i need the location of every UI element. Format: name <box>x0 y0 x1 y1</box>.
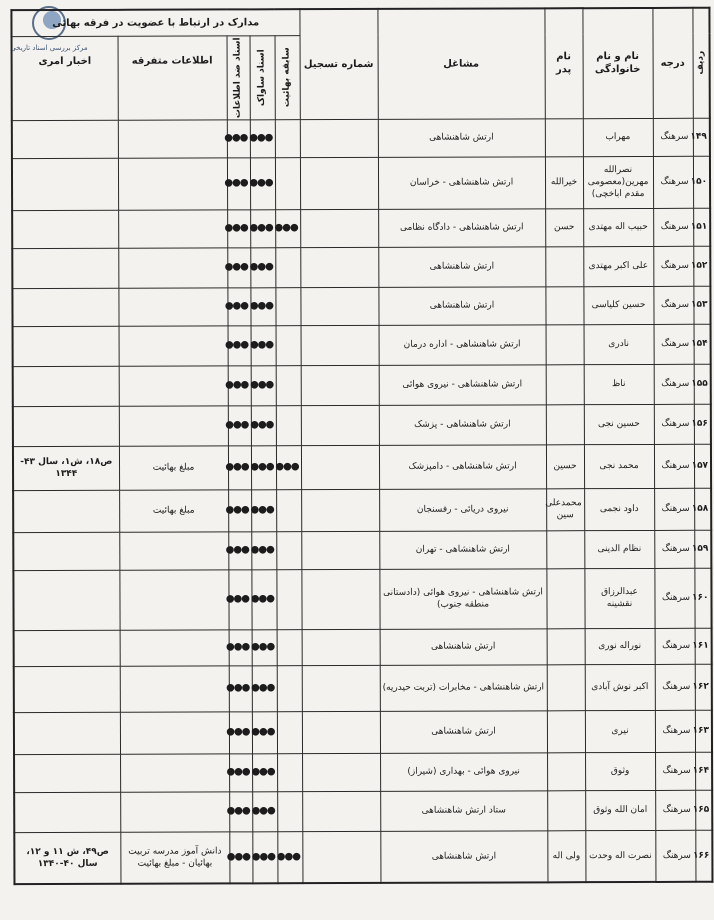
doc-bahai-mark <box>276 325 301 365</box>
reg-no <box>300 209 378 247</box>
job: ارتش شاهنشاهی <box>380 628 547 665</box>
table-row <box>14 628 712 666</box>
doc-intel-mark: ●●● <box>229 791 252 831</box>
father-name <box>546 364 584 404</box>
rank: سرهنگ <box>654 568 694 628</box>
news-info <box>12 288 118 326</box>
news-info <box>14 754 120 792</box>
news-info <box>14 792 120 832</box>
table-body <box>12 118 713 884</box>
father-name: ولی اله <box>547 830 585 882</box>
row-no: ۱۶۴ <box>695 752 712 790</box>
doc-savak-mark: ●●● <box>251 531 276 569</box>
news-info <box>13 406 119 446</box>
reg-no <box>300 157 378 209</box>
rank: سرهنگ <box>654 324 694 364</box>
reg-no <box>302 665 380 711</box>
doc-savak-mark: ●●● <box>251 489 276 531</box>
reg-no <box>302 711 380 753</box>
header-father: نام پدر <box>544 8 582 118</box>
person-name: حسین نجی <box>584 404 654 444</box>
rank: سرهنگ <box>655 710 695 752</box>
rank: سرهنگ <box>653 286 693 324</box>
news-info <box>13 490 119 532</box>
person-name: نصرت اله وحدت <box>585 830 655 882</box>
doc-savak-mark: ●●● <box>251 325 276 365</box>
table-row <box>13 364 711 406</box>
misc-info <box>120 665 229 711</box>
row-no: ۱۵۰ <box>693 156 710 208</box>
person-name: نظام الدینی <box>584 530 654 568</box>
doc-bahai-mark <box>275 157 300 209</box>
doc-bahai-mark: ●●● <box>276 445 301 489</box>
job: ارتش شاهنشاهی - نیروی هوائی <box>379 364 546 405</box>
header-jobs: مشاغل <box>377 8 544 119</box>
news-info <box>12 248 118 288</box>
job: ارتش شاهنشاهی - دادگاه نظامی <box>378 208 545 247</box>
job: نیروی دریائی - رفسنجان <box>379 488 546 531</box>
doc-intel-mark: ●●● <box>227 247 250 287</box>
doc-savak-mark: ●●● <box>250 119 275 157</box>
person-name: نوراله نوری <box>585 628 655 664</box>
doc-intel-mark: ●●● <box>227 209 250 247</box>
reg-no <box>302 753 380 791</box>
rank: سرهنگ <box>655 664 695 710</box>
row-no: ۱۶۲ <box>695 664 712 710</box>
table-row <box>14 790 712 832</box>
news-info <box>14 666 120 712</box>
misc-info <box>118 287 227 325</box>
news-info <box>14 630 120 666</box>
doc-bahai-mark <box>277 665 302 711</box>
doc-bahai-mark <box>277 791 302 831</box>
rank: سرهنگ <box>653 246 693 286</box>
rank: سرهنگ <box>655 752 695 790</box>
doc-intel-mark: ●●● <box>228 325 251 365</box>
father-name: خیرالله <box>545 156 583 208</box>
reg-no <box>301 405 379 445</box>
person-name: مهراب <box>583 118 653 156</box>
doc-intel-mark: ●●● <box>228 569 251 629</box>
rank: سرهنگ <box>654 444 694 488</box>
row-no: ۱۶۳ <box>695 710 712 752</box>
reg-no <box>302 791 380 831</box>
rank: سرهنگ <box>653 208 693 246</box>
reg-no <box>302 629 380 665</box>
table-row <box>12 246 710 288</box>
father-name <box>547 664 585 710</box>
doc-bahai-mark: ●●● <box>275 209 300 247</box>
misc-info <box>119 531 228 569</box>
doc-savak-mark: ●●● <box>251 405 276 445</box>
news-info <box>13 366 119 406</box>
doc-savak-mark: ●●● <box>250 287 275 325</box>
job: نیروی هوائی - بهداری (شیراز) <box>380 752 547 791</box>
table-row <box>13 488 711 532</box>
reg-no <box>301 325 379 365</box>
doc-intel-mark: ●●● <box>229 711 252 753</box>
misc-info <box>120 711 229 753</box>
misc-info <box>118 119 227 157</box>
news-info: ص۱۸، ش۱، سال ۴۳- ۱۳۴۴ <box>13 446 119 490</box>
row-no: ۱۶۶ <box>695 830 712 882</box>
person-name: نصرالله مهرین(معصومی مقدم اباخچی) <box>583 156 653 208</box>
misc-info <box>119 365 228 405</box>
person-name: نادری <box>584 324 654 364</box>
header-rank: درجه <box>652 8 692 118</box>
reg-no <box>301 445 379 489</box>
job: ارتش شاهنشاهی - تهران <box>379 530 546 569</box>
reg-no <box>300 287 378 325</box>
doc-intel-mark: ●●● <box>228 365 251 405</box>
job: ارتش شاهنشاهی <box>380 830 547 883</box>
table-row <box>12 156 710 210</box>
job: ارتش شاهنشاهی - مخابرات (تربت حیدریه) <box>380 664 547 711</box>
doc-intel-mark: ●●● <box>228 489 251 531</box>
doc-bahai-mark <box>275 247 300 287</box>
rank: سرهنگ <box>654 530 694 568</box>
header-misc: اطلاعات متفرقه <box>118 35 227 119</box>
rank: سرهنگ <box>654 364 694 404</box>
rank: سرهنگ <box>653 156 693 208</box>
row-no: ۱۵۲ <box>693 246 710 286</box>
reg-no <box>301 531 379 569</box>
doc-intel-mark: ●●● <box>229 753 252 791</box>
doc-savak-mark: ●●● <box>251 445 276 489</box>
table-row <box>13 530 711 570</box>
doc-bahai-mark <box>277 711 302 753</box>
row-no: ۱۵۵ <box>694 364 711 404</box>
job: ارتش شاهنشاهی <box>378 246 545 287</box>
doc-savak-mark: ●●● <box>252 711 277 753</box>
row-no: ۱۶۱ <box>695 628 712 664</box>
doc-bahai-mark <box>277 753 302 791</box>
doc-intel-mark: ●●● <box>228 531 251 569</box>
doc-savak-mark: ●●● <box>252 791 277 831</box>
job: ارتش شاهنشاهی <box>380 710 547 753</box>
job: ستاد ارتش شاهنشاهی <box>380 790 547 831</box>
job: ارتش شاهنشاهی - دامپزشک <box>379 444 546 489</box>
doc-bahai-mark <box>275 119 300 157</box>
doc-intel-mark: ●●● <box>228 445 251 489</box>
person-name: حبیب اله مهتدی <box>583 208 653 246</box>
doc-savak-mark: ●●● <box>250 157 275 209</box>
reg-no <box>301 365 379 405</box>
header-name: نام و نام خانوادگی <box>582 8 652 118</box>
table-row <box>13 404 711 446</box>
table-row <box>12 208 710 248</box>
rank: سرهنگ <box>654 404 694 444</box>
doc-bahai-mark <box>276 489 301 531</box>
personnel-table <box>10 7 713 885</box>
row-no: ۱۶۰ <box>694 568 711 628</box>
document-sheet <box>10 7 710 913</box>
row-no: ۱۵۶ <box>694 404 711 444</box>
person-name: امان الله وثوق <box>585 790 655 830</box>
reg-no <box>301 569 379 629</box>
doc-savak-mark: ●●● <box>251 569 276 629</box>
row-no: ۱۵۸ <box>694 488 711 530</box>
table-row <box>14 664 712 712</box>
table-row <box>13 568 711 630</box>
misc-info <box>118 157 227 209</box>
misc-info: مبلغ بهائیت <box>119 489 228 531</box>
job: ارتش شاهنشاهی - پزشک <box>379 404 546 445</box>
doc-intel-mark: ●●● <box>229 629 252 665</box>
row-no: ۱۵۳ <box>693 286 710 324</box>
row-no: ۱۵۴ <box>694 324 711 364</box>
misc-info <box>118 247 227 287</box>
father-name <box>546 530 584 568</box>
father-name <box>547 628 585 664</box>
reg-no <box>301 489 379 531</box>
table-row <box>12 286 710 326</box>
father-name <box>546 404 584 444</box>
doc-intel-mark: ●●● <box>227 119 250 157</box>
person-name: داود نجمی <box>584 488 654 530</box>
person-name: وثوق <box>585 752 655 790</box>
row-no: ۱۶۵ <box>695 790 712 830</box>
job: ارتش شاهنشاهی - اداره درمان <box>379 324 546 365</box>
doc-savak-mark: ●●● <box>250 247 275 287</box>
reg-no <box>302 831 380 883</box>
job: ارتش شاهنشاهی - خراسان <box>378 156 545 209</box>
father-name <box>545 286 583 324</box>
doc-savak-mark: ●●● <box>251 365 276 405</box>
table-row <box>14 752 712 792</box>
rank: سرهنگ <box>655 628 695 664</box>
header-doc-bahai: سابقه بهائیت <box>275 35 300 119</box>
doc-bahai-mark <box>275 287 300 325</box>
news-info <box>12 210 118 248</box>
misc-info <box>120 753 229 791</box>
misc-info: مبلغ بهائیت <box>119 445 228 489</box>
person-name: حسین کلیاسی <box>583 286 653 324</box>
header-doc-savak: اسناد ساواک <box>250 35 275 119</box>
job: ارتش شاهنشاهی <box>378 118 545 157</box>
father-name: محمدعلی سین <box>546 488 584 530</box>
doc-bahai-mark <box>277 629 302 665</box>
rank: سرهنگ <box>655 830 695 882</box>
father-name <box>545 118 583 156</box>
father-name <box>547 710 585 752</box>
header-docs-group: مدارک در ارتباط با عضویت در فرقه بهائی <box>11 9 299 36</box>
header-reg-no: شماره تسجیل <box>299 9 377 119</box>
table-row <box>14 710 712 754</box>
doc-bahai-mark <box>276 569 301 629</box>
reg-no <box>300 247 378 287</box>
misc-info <box>119 325 228 365</box>
person-name: نیری <box>585 710 655 752</box>
row-no: ۱۵۹ <box>694 530 711 568</box>
rank: سرهنگ <box>654 488 694 530</box>
doc-bahai-mark: ●●● <box>277 831 302 883</box>
archive-logo-text: مرکز بررسی اسناد تاریخی <box>10 44 88 52</box>
misc-info <box>119 405 228 445</box>
doc-savak-mark: ●●● <box>250 209 275 247</box>
person-name: اکبر نوش آبادی <box>585 664 655 710</box>
father-name <box>545 246 583 286</box>
doc-savak-mark: ●●● <box>252 753 277 791</box>
header-doc-intel: اسناد ضد اطلاعات <box>227 35 250 119</box>
job: ارتش شاهنشاهی - نیروی هوائی (دادستانی منطقه جنوب) <box>379 568 546 629</box>
doc-intel-mark: ●●● <box>229 665 252 711</box>
rank: سرهنگ <box>653 118 693 156</box>
news-info <box>13 326 119 366</box>
table-row <box>13 324 711 366</box>
misc-info <box>120 791 229 831</box>
doc-bahai-mark <box>276 405 301 445</box>
rank: سرهنگ <box>655 790 695 830</box>
misc-info <box>119 569 228 629</box>
person-name: علی اکبر مهتدی <box>583 246 653 286</box>
father-name <box>547 752 585 790</box>
misc-info: دانش آموز مدرسه تربیت بهائیان - مبلغ بهائیت <box>120 831 229 883</box>
father-name <box>547 790 585 830</box>
row-no: ۱۵۷ <box>694 444 711 488</box>
misc-info <box>118 209 227 247</box>
row-no: ۱۴۹ <box>693 118 710 156</box>
doc-intel-mark: ●●● <box>229 831 252 883</box>
father-name <box>546 324 584 364</box>
header-row-no: ردیف <box>692 8 709 118</box>
news-info: ص۴۹، ش ۱۱ و ۱۲، سال ۴۰-۱۳۴۰ <box>14 832 120 884</box>
doc-savak-mark: ●●● <box>252 831 277 883</box>
doc-bahai-mark <box>276 365 301 405</box>
row-no: ۱۵۱ <box>693 208 710 246</box>
news-info <box>13 532 119 570</box>
doc-intel-mark: ●●● <box>228 405 251 445</box>
father-name <box>546 568 584 628</box>
father-name: حسن <box>545 208 583 246</box>
person-name: ناظ <box>584 364 654 404</box>
misc-info <box>120 629 229 665</box>
doc-savak-mark: ●●● <box>252 629 277 665</box>
job: ارتش شاهنشاهی <box>378 286 545 325</box>
doc-bahai-mark <box>276 531 301 569</box>
reg-no <box>300 119 378 157</box>
news-info <box>13 570 119 630</box>
table-row <box>13 444 711 490</box>
table-row <box>12 118 710 158</box>
person-name: عبدالرزاق نقشینه <box>584 568 654 628</box>
father-name: حسین <box>546 444 584 488</box>
table-row <box>14 830 712 884</box>
news-info <box>12 120 118 158</box>
news-info <box>14 712 120 754</box>
doc-intel-mark: ●●● <box>227 287 250 325</box>
person-name: محمد نجی <box>584 444 654 488</box>
header-news: اخبار امری <box>12 36 118 120</box>
doc-savak-mark: ●●● <box>252 665 277 711</box>
news-info <box>12 158 118 210</box>
doc-intel-mark: ●●● <box>227 157 250 209</box>
